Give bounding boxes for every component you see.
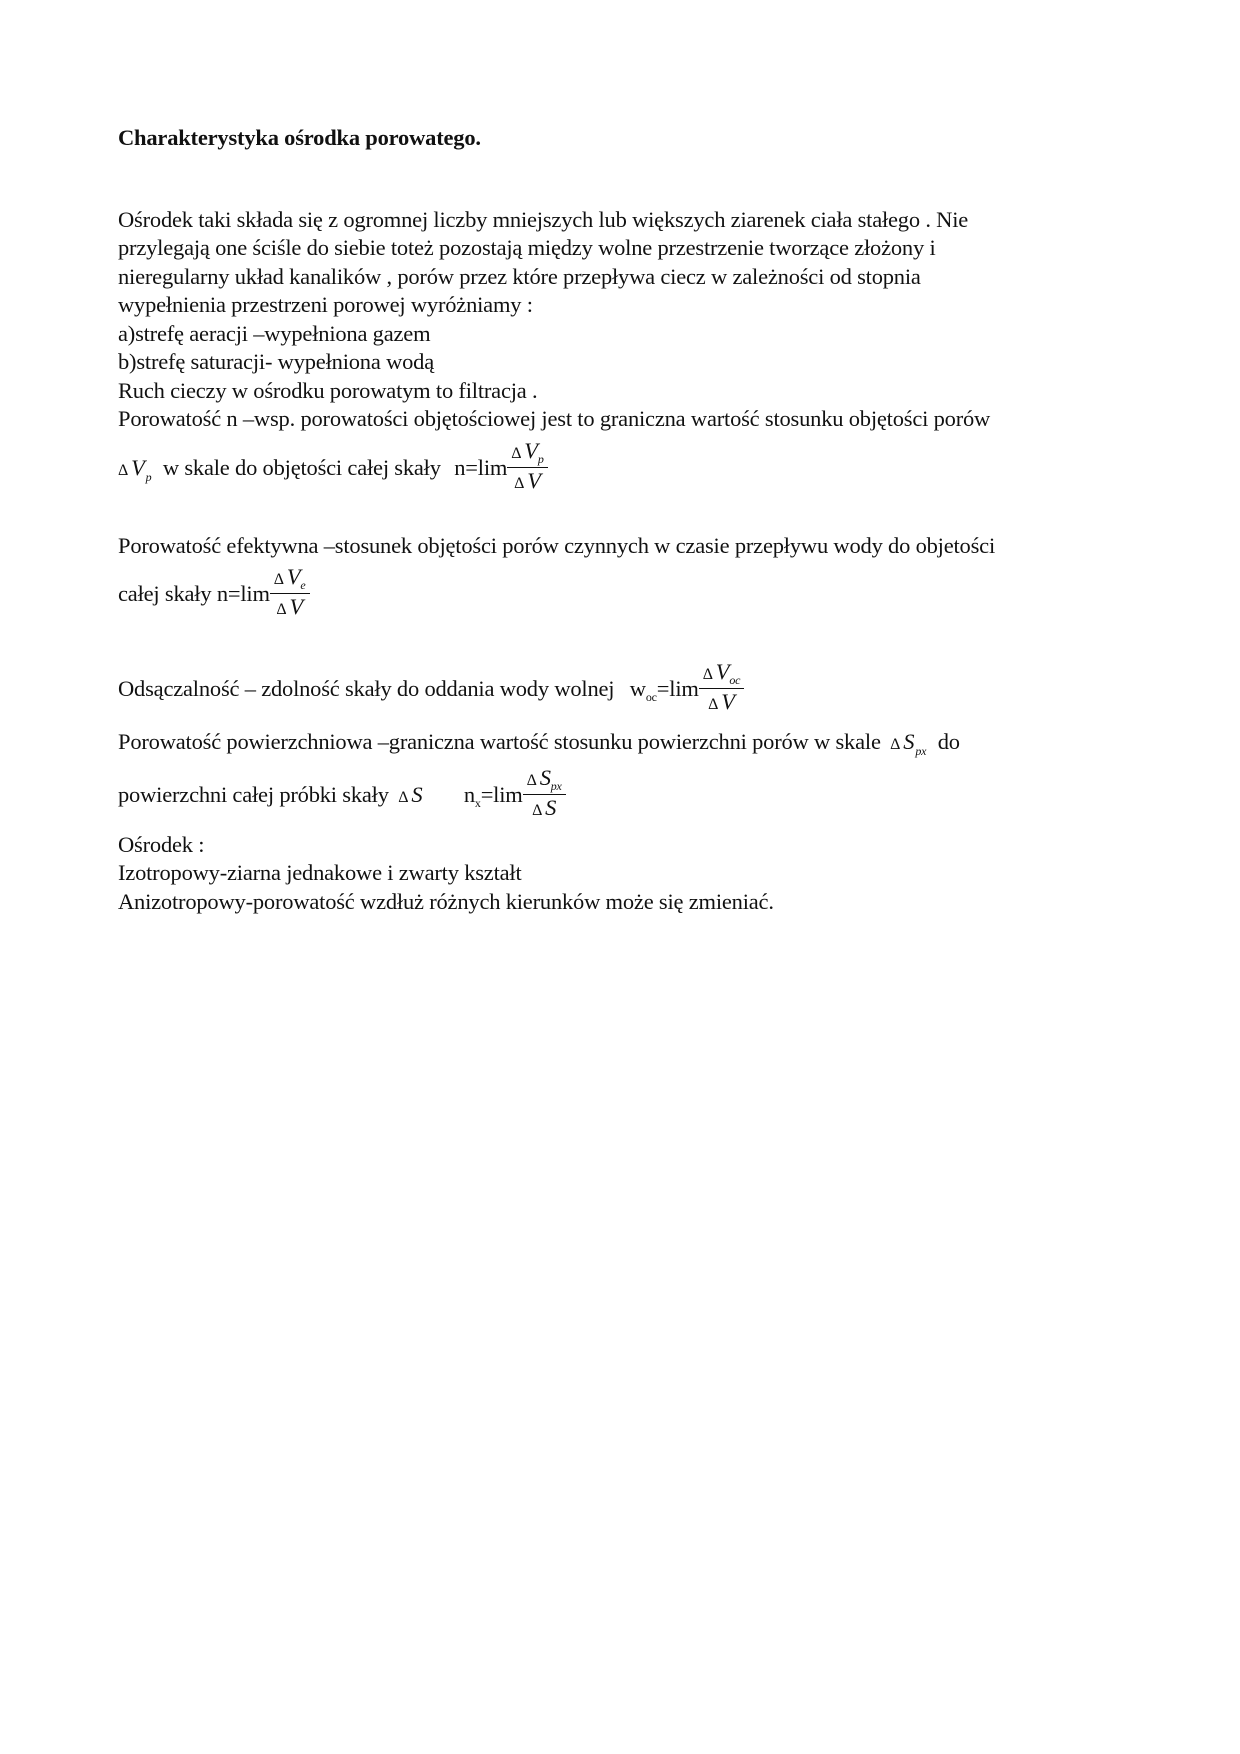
paragraph-line: przylegają one ściśle do siebie toteż pozostają między wolne przestrzenie tworzące złożony i [118, 235, 936, 260]
anizotropowy-item: Anizotropowy-porowatość wzdłuż różnych kierunków może się zmieniać. [118, 889, 774, 914]
osrodek-heading: Ośrodek : [118, 832, 205, 857]
fraction: $\frac{\Delta V_{oc}}{\text{Δ V}}$ [699, 660, 745, 718]
porowatosc-powierzchniowa-definition: Porowatość powierzchniowa –graniczna wartość stosunku powierzchni porów w skale Δ $S_{px}$ do [118, 729, 960, 758]
formula-porowatosc-powierzchniowa [118, 765, 566, 826]
fraction: $\frac{\Delta S_{px}}{\text{Δ S}}$ [523, 766, 566, 824]
formula-odsaczalnosc [118, 659, 744, 720]
inline-delta-s: Δ S [398, 782, 423, 808]
paragraph-line: wypełnienia przestrzeni porowej wyróżniamy : [118, 292, 533, 317]
formula-text: powierzchni całej próbki skały [118, 782, 389, 808]
document-title: Charakterystyka ośrodka porowatego. [118, 125, 481, 150]
list-item-saturacji: b)strefę saturacji- wypełniona wodą [118, 349, 434, 374]
paragraph-line: Ośrodek taki składa się z ogromnej liczby mniejszych lub większych ziarenek ciała stałego . Nie [118, 207, 969, 232]
inline-delta-vp: Δ $V_p$ [118, 455, 152, 485]
porowatosc-efektywna-definition: Porowatość efektywna –stosunek objętości porów czynnych w czasie przepływu wody do objetości [118, 533, 995, 558]
formula-porowatosc-efektywna [118, 564, 310, 625]
formula-porowatosc [118, 438, 548, 499]
paragraph-line: nieregularny układ kanalików , porów przez które przepływa ciecz w zależności od stopnia [118, 264, 921, 289]
formula-text: całej skały [118, 581, 212, 607]
fraction: $\frac{\Delta V_p}{\text{Δ V}}$ [507, 439, 547, 497]
list-item-aeracji: a)strefę aeracji –wypełniona gazem [118, 321, 431, 346]
izotropowy-item: Izotropowy-ziarna jednakowe i zwarty kształt [118, 860, 522, 885]
formula-lhs: $w_{oc}=\lim$ [629, 676, 699, 705]
formula-lhs: n=lim [216, 581, 270, 607]
formula-text: Odsączalność – zdolność skały do oddania wody wolnej [118, 676, 615, 702]
formula-text: w skale do objętości całej skały [162, 455, 441, 481]
fraction: $\frac{\Delta V_e}{\text{Δ V}}$ [270, 565, 310, 623]
inline-delta-spx: Δ $S_{px}$ [890, 729, 927, 758]
porowatosc-definition: Porowatość n –wsp. porowatości objętościowej jest to graniczna wartość stosunku objętości porów [118, 406, 991, 431]
formula-lhs: n=lim [454, 455, 508, 481]
paragraph-line: Ruch cieczy w ośrodku porowatym to filtracja . [118, 378, 538, 403]
formula-lhs: $n_x=\lim$ [463, 782, 523, 811]
